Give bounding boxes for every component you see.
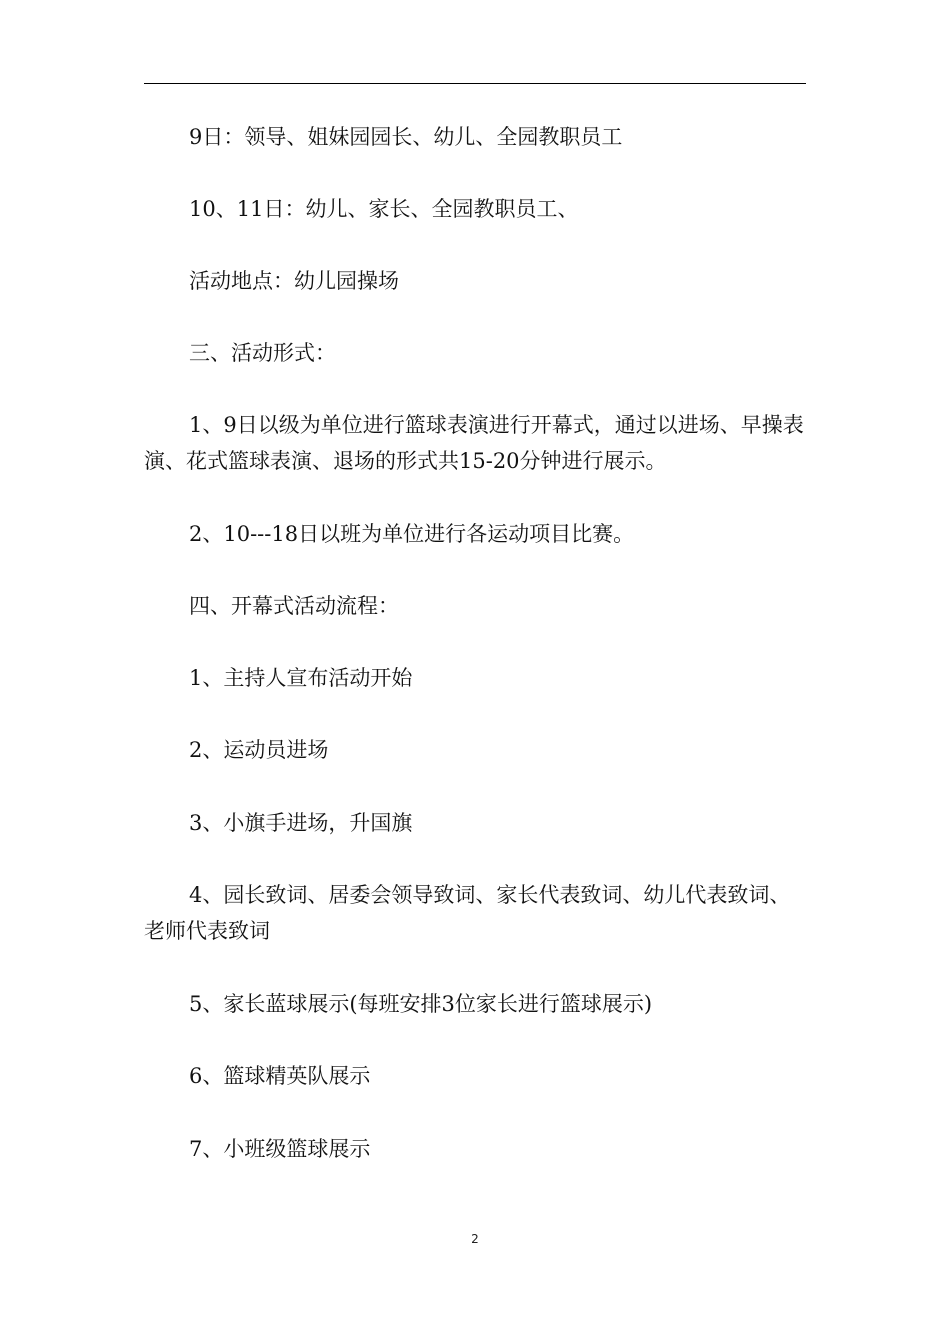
section-heading-opening-process: 四、开幕式活动流程：: [189, 594, 399, 618]
header-rule: [144, 83, 806, 84]
list-item: 1、主持人宣布活动开始: [189, 666, 413, 690]
section-heading-format: 三、活动形式：: [189, 341, 336, 365]
paragraph-attendees-day10-11: 10、11日：幼儿、家长、全园教职员工、: [189, 197, 579, 221]
paragraph-location: 活动地点：幼儿园操场: [189, 269, 399, 293]
list-item: 3、小旗手进场，升国旗: [189, 811, 413, 835]
list-item: 7、小班级篮球展示: [189, 1137, 371, 1161]
list-item: 6、篮球精英队展示: [189, 1064, 371, 1088]
list-item: 4、园长致词、居委会领导致词、家长代表致词、幼儿代表致词、老师代表致词: [144, 883, 791, 943]
list-item: 2、运动员进场: [189, 738, 329, 762]
page-number: 2: [471, 1232, 479, 1246]
list-item: 5、家长蓝球展示(每班安排3位家长进行篮球展示): [189, 992, 653, 1016]
paragraph-format-item-2: 2、10---18日以班为单位进行各运动项目比赛。: [189, 522, 635, 546]
paragraph-format-item-1: 1、9日以级为单位进行篮球表演进行开幕式，通过以进场、早操表演、花式篮球表演、退场的形式共15-20分钟进行展示。: [144, 413, 804, 473]
paragraph-attendees-day9: 9日：领导、姐妹园园长、幼儿、全园教职员工: [189, 125, 623, 149]
